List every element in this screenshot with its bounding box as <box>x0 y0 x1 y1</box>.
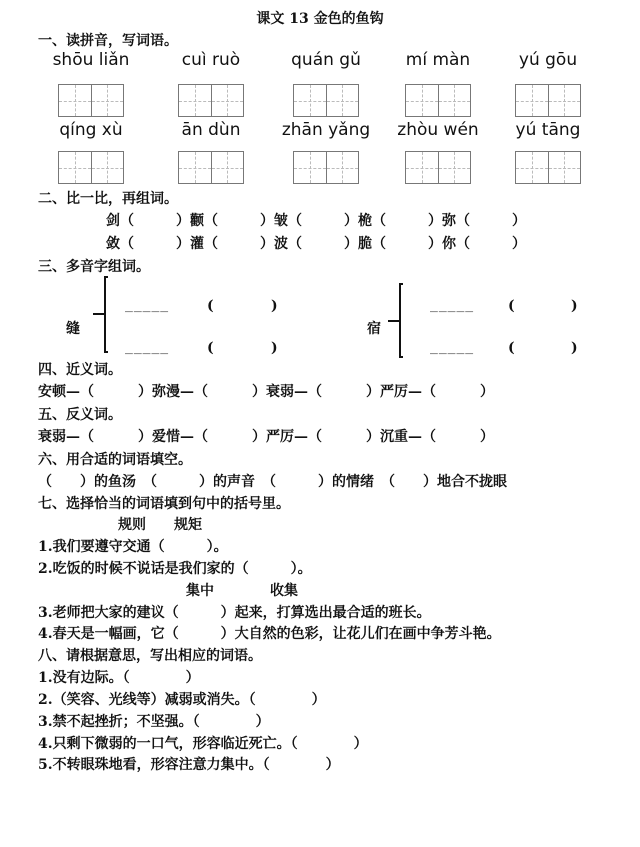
section-7-heading: 七、选择恰当的词语填到句中的括号里。 <box>38 496 290 512</box>
writing-grid[interactable] <box>405 84 471 117</box>
antonym-row <box>38 426 494 446</box>
section-8-heading: 八、请根据意思，写出相应的词语。 <box>38 648 262 664</box>
synonym-item: ）严厉—（ <box>366 384 436 400</box>
antonym-item: ）严厉—（ <box>252 429 322 445</box>
antonym-item: ）沉重—（ <box>366 429 436 445</box>
writing-grid[interactable] <box>293 84 359 117</box>
writing-grid[interactable] <box>515 84 581 117</box>
synonym-item: ） <box>480 384 494 400</box>
question-7-4: 4.春天是一幅画，它（ ）大自然的色彩，让花儿们在画中争芳斗艳。 <box>38 626 501 642</box>
pinyin-2-3: zhān yǎng <box>281 120 371 140</box>
synonym-item: 安顿—（ <box>38 384 94 400</box>
char: 脆 <box>358 236 372 252</box>
paren-open: ( <box>508 298 515 314</box>
paren-close: ) <box>571 298 578 314</box>
char: 桅 <box>358 213 372 229</box>
section-6-heading: 六、用合适的词语填空。 <box>38 452 192 468</box>
pinyin-1-4: mí màn <box>405 50 471 70</box>
char: 波 <box>274 236 288 252</box>
paren-close: ) <box>571 340 578 356</box>
polyphone-char-su: 宿 <box>367 321 381 337</box>
compare-row-2: 敛（ ）灌（ ）波（ ）脆（ ）你（ ） <box>106 236 526 252</box>
pinyin-1-3: quán gǔ <box>291 50 361 70</box>
section-5-heading: 五、反义词。 <box>38 407 122 423</box>
synonym-item: ）衰弱—（ <box>252 384 322 400</box>
char: 灌 <box>190 236 204 252</box>
blank-line[interactable]: _____ <box>125 298 170 313</box>
writing-grid[interactable] <box>58 84 124 117</box>
char: 颧 <box>190 213 204 229</box>
section-4-heading: 四、近义词。 <box>38 362 122 378</box>
pinyin-2-4: zhòu wén <box>397 120 479 140</box>
writing-grid[interactable] <box>58 151 124 184</box>
paren-close: ) <box>271 340 278 356</box>
blank-line[interactable]: _____ <box>125 340 170 355</box>
question-8-2: 2.（笑容、光线等）减弱或消失。（ ） <box>38 692 326 708</box>
char: 你 <box>442 236 456 252</box>
paren-open: ( <box>207 340 214 356</box>
char: 皱 <box>274 213 288 229</box>
writing-grid[interactable] <box>178 84 244 117</box>
word-choice-2: 集中 收集 <box>186 583 298 599</box>
paren-open: ( <box>508 340 515 356</box>
question-8-5: 5.不转眼珠地看，形容注意力集中。（ ） <box>38 757 340 773</box>
char: 弥 <box>442 213 456 229</box>
blank-line[interactable]: _____ <box>430 340 475 355</box>
pinyin-2-2: ān dùn <box>181 120 241 140</box>
pinyin-1-5: yú gōu <box>518 50 578 70</box>
writing-grid[interactable] <box>515 151 581 184</box>
blank-line[interactable]: _____ <box>430 298 475 313</box>
synonym-row <box>38 381 494 401</box>
char: 敛 <box>106 236 120 252</box>
question-7-2: 2.吃饭的时候不说话是我们家的（ ）。 <box>38 561 312 577</box>
section-1-heading: 一、读拼音，写词语。 <box>38 33 178 49</box>
question-8-4: 4.只剩下微弱的一口气，形容临近死亡。（ ） <box>38 736 368 752</box>
section-2-heading: 二、比一比，再组词。 <box>38 191 178 207</box>
writing-grid[interactable] <box>293 151 359 184</box>
paren-open: ( <box>207 298 214 314</box>
paren-close: ) <box>271 298 278 314</box>
pinyin-1-1: shōu liǎn <box>52 50 130 70</box>
question-7-1: 1.我们要遵守交通（ ）。 <box>38 539 228 555</box>
polyphone-char-feng: 缝 <box>66 321 80 337</box>
pinyin-2-5: yú tāng <box>515 120 581 140</box>
question-8-1: 1.没有边际。（ ） <box>38 670 200 686</box>
section-3-heading: 三、多音字组词。 <box>38 259 150 275</box>
page-title: 课文 13 金色的鱼钩 <box>256 11 384 27</box>
pinyin-1-2: cuì ruò <box>181 50 241 70</box>
antonym-item: ） <box>480 429 494 445</box>
pinyin-2-1: qíng xù <box>59 120 123 140</box>
brace-tick <box>388 320 400 322</box>
question-7-3: 3.老师把大家的建议（ ）起来，打算选出最合适的班长。 <box>38 605 431 621</box>
word-choice-1: 规则 规矩 <box>118 517 202 533</box>
brace-tick <box>93 313 105 315</box>
compare-row-1: 剑（ ）颧（ ）皱（ ）桅（ ）弥（ ） <box>106 213 526 229</box>
question-8-3: 3.禁不起挫折；不坚强。（ ） <box>38 714 270 730</box>
synonym-item: ）弥漫—（ <box>138 384 208 400</box>
writing-grid[interactable] <box>178 151 244 184</box>
antonym-item: 衰弱—（ <box>38 429 94 445</box>
fill-in-line: （ ）的鱼汤 （ ）的声音 （ ）的情绪 （ ）地合不拢眼 <box>38 474 507 490</box>
antonym-item: ）爱惜—（ <box>138 429 208 445</box>
char: 剑 <box>106 213 120 229</box>
writing-grid[interactable] <box>405 151 471 184</box>
